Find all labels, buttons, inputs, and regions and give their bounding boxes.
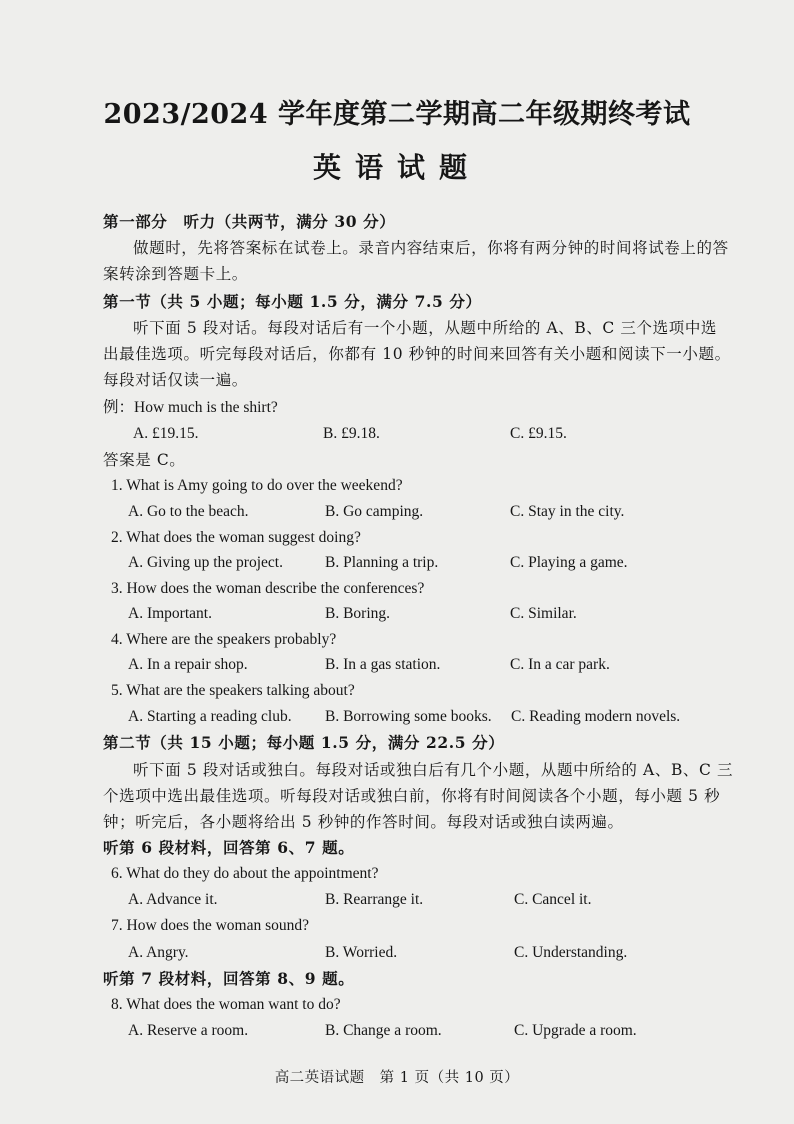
q8-option-b: B. Change a room.: [325, 1022, 442, 1039]
example-option-b: B. £9.18.: [323, 425, 380, 442]
material-7-heading: 听第 7 段材料，回答第 8、9 题。: [103, 969, 355, 988]
exam-title: 2023/2024 学年度第二学期高二年级期终考试: [103, 99, 691, 130]
question-7: 7. How does the woman sound?: [111, 917, 310, 934]
example-question: 例：How much is the shirt?: [103, 399, 278, 416]
page-footer: 高二英语试题 第 1 页（共 10 页）: [274, 1070, 520, 1086]
section1-heading: 第一节（共 5 小题；每小题 1.5 分，满分 7.5 分）: [103, 292, 482, 311]
q5-option-a: A. Starting a reading club.: [128, 708, 292, 725]
q8-option-c: C. Upgrade a room.: [514, 1022, 637, 1039]
part1-instructions: 案转涂到答题卡上。: [103, 265, 248, 283]
q3-option-a: A. Important.: [128, 605, 212, 622]
question-6: 6. What do they do about the appointment?: [111, 865, 379, 882]
example-option-a: A. £19.15.: [133, 425, 199, 442]
q4-option-a: A. In a repair shop.: [128, 656, 248, 673]
question-1: 1. What is Amy going to do over the weekend?: [111, 477, 403, 494]
q7-option-b: B. Worried.: [325, 944, 398, 961]
q6-option-a: A. Advance it.: [128, 891, 218, 908]
q2-option-a: A. Giving up the project.: [128, 554, 283, 571]
q3-option-b: B. Boring.: [325, 605, 391, 622]
q6-option-c: C. Cancel it.: [514, 891, 592, 908]
q1-option-a: A. Go to the beach.: [128, 503, 249, 520]
q1-option-b: B. Go camping.: [325, 503, 424, 520]
q7-option-a: A. Angry.: [128, 944, 189, 961]
question-8: 8. What does the woman want to do?: [111, 996, 341, 1013]
example-option-c: C. £9.15.: [510, 425, 567, 442]
question-5: 5. What are the speakers talking about?: [111, 682, 355, 699]
subject-title: 英语试题: [312, 151, 481, 184]
q7-option-c: C. Understanding.: [514, 944, 628, 961]
q4-option-c: C. In a car park.: [510, 656, 610, 673]
part1-instructions: 做题时，先将答案标在试卷上。录音内容结束后，你将有两分钟的时间将试卷上的答: [133, 239, 729, 257]
section1-instructions: 听下面 5 段对话。每段对话后有一个小题，从题中所给的 A、B、C 三个选项中选: [133, 319, 718, 337]
section2-instructions: 个选项中选出最佳选项。听每段对话或独白前，你将有时间阅读各个小题，每小题 5 秒: [103, 787, 721, 805]
section2-instructions: 听下面 5 段对话或独白。每段对话或独白后有几个小题，从题中所给的 A、B、C 三: [133, 761, 734, 779]
q2-option-c: C. Playing a game.: [510, 554, 628, 571]
q3-option-c: C. Similar.: [510, 605, 577, 622]
material-6-heading: 听第 6 段材料，回答第 6、7 题。: [103, 838, 355, 857]
section1-instructions: 每段对话仅读一遍。: [103, 371, 248, 389]
q8-option-a: A. Reserve a room.: [128, 1022, 249, 1039]
section1-instructions: 出最佳选项。听完每段对话后，你都有 10 秒钟的时间来回答有关小题和阅读下一小题。: [103, 345, 731, 363]
question-4: 4. Where are the speakers probably?: [111, 631, 337, 648]
q2-option-b: B. Planning a trip.: [325, 554, 439, 571]
part1-heading: 第一部分 听力（共两节，满分 30 分）: [103, 212, 396, 231]
q1-option-c: C. Stay in the city.: [510, 503, 625, 520]
example-answer: 答案是 C。: [103, 451, 186, 469]
q5-option-c: C. Reading modern novels.: [511, 708, 681, 725]
q4-option-b: B. In a gas station.: [325, 656, 441, 673]
section2-heading: 第二节（共 15 小题；每小题 1.5 分，满分 22.5 分）: [103, 733, 505, 752]
q5-option-b: B. Borrowing some books.: [325, 708, 492, 725]
question-3: 3. How does the woman describe the conferences?: [111, 580, 425, 597]
section2-instructions: 钟；听完后，各小题将给出 5 秒钟的作答时间。每段对话或独白读两遍。: [103, 813, 624, 831]
q6-option-b: B. Rearrange it.: [325, 891, 424, 908]
question-2: 2. What does the woman suggest doing?: [111, 529, 361, 546]
